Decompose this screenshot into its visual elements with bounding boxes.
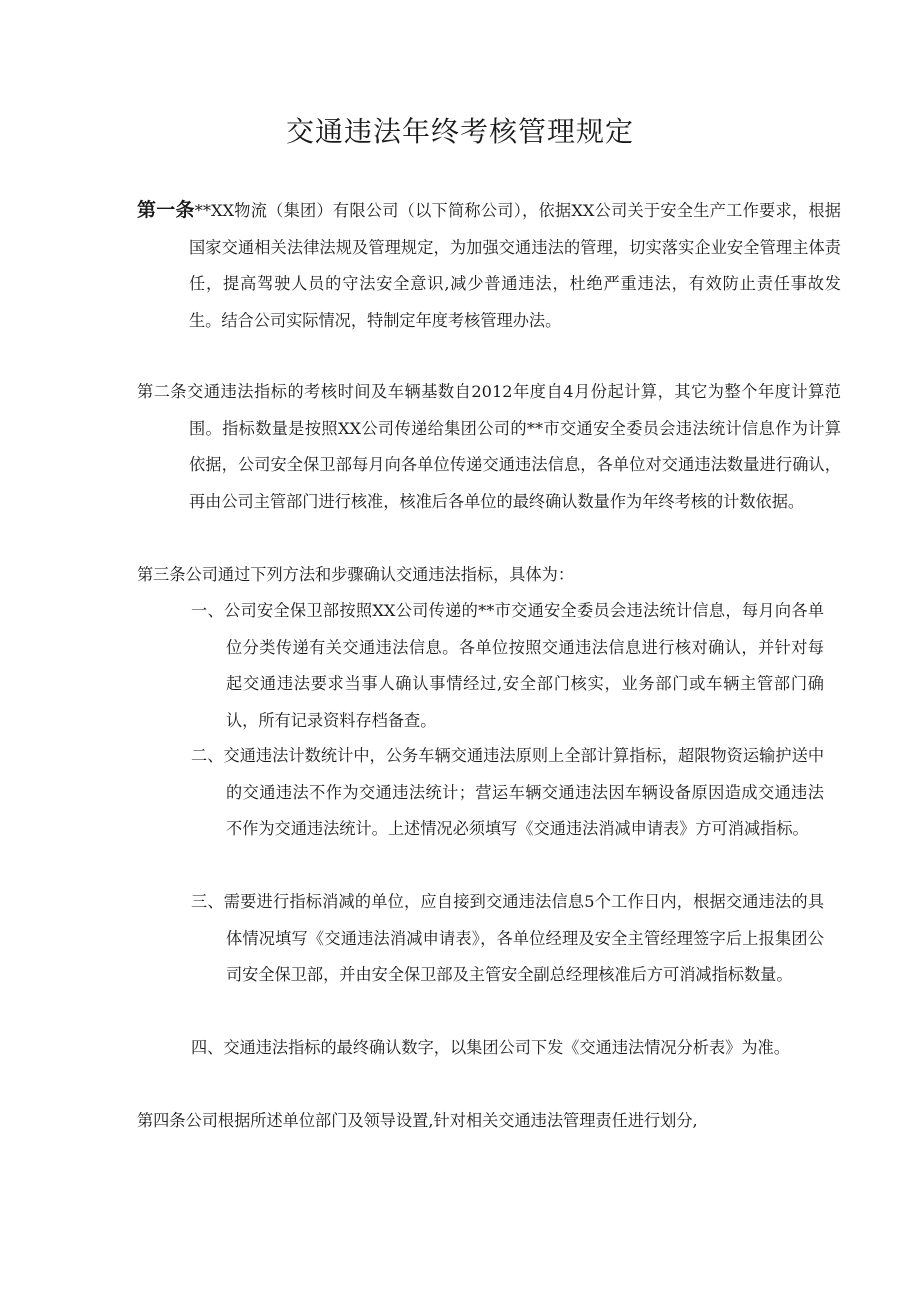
article-3-item-1 bbox=[191, 593, 824, 739]
article-4-text: 公司根据所述单位部门及领导设置,针对相关交通违法管理责任进行划分, bbox=[185, 1111, 698, 1130]
article-3 bbox=[137, 557, 841, 594]
article-4-lead: 第四条 bbox=[137, 1111, 186, 1130]
article-3-lead: 第三条 bbox=[137, 565, 186, 584]
article-3-item-3 bbox=[191, 884, 824, 994]
article-2-lead: 第二条 bbox=[137, 382, 188, 401]
item-4-marker: 四、 bbox=[191, 1038, 224, 1057]
item-1-text: 公司安全保卫部按照XX公司传递的**市交通安全委员会违法统计信息，每月向各单位分类传递有关交通违法信息。各单位按照交通违法信息进行核对确认，并针对每起交通违法要求当事人确认事情经过,安全部门核实，业务部门或车辆主管部门确认，所有记录资料存档备查。 bbox=[223, 601, 825, 730]
item-2-text: 交通违法计数统计中，公务车辆交通违法原则上全部计算指标，超限物资运输护送中的交通违法不作为交通违法统计；营运车辆交通违法因车辆设备原因造成交通违法不作为交通违法统计。上述情况必须填写《交通违法消减申请表》方可消减指标。 bbox=[223, 746, 825, 839]
item-1-marker: 一、 bbox=[191, 601, 224, 620]
article-3-item-2 bbox=[191, 738, 824, 848]
article-1 bbox=[137, 192, 841, 339]
article-2-text: 交通违法指标的考核时间及车辆基数自2012年度自4月份起计算，其它为整个年度计算范围。指标数量是按照XX公司传递给集团公司的**市交通安全委员会违法统计信息作为计算依据，公司安全保卫部每月向各单位传递交通违法信息，各单位对交通违法数量进行确认，再由公司主管部门进行核准，核准后各单位的最终确认数量作为年终考核的计数依据。 bbox=[187, 382, 841, 511]
article-1-text: **XX物流（集团）有限公司（以下简称公司），依据XX公司关于安全生产工作要求，根据国家交通相关法律法规及管理规定，为加强交通违法的管理，切实落实企业安全管理主体责任，提高驾驶人员的守法安全意识,减少普通违法，杜绝严重违法，有效防止责任事故发生。结合公司实际情况，特制定年度考核管理办法。 bbox=[189, 201, 841, 330]
item-3-text: 需要进行指标消减的单位，应自接到交通违法信息5个工作日内，根据交通违法的具体情况填写《交通违法消减申请表》，各单位经理及安全主管经理签字后上报集团公司安全保卫部，并由安全保卫部及主管安全副总经理核准后方可消减指标数量。 bbox=[223, 892, 825, 985]
item-3-marker: 三、 bbox=[191, 892, 224, 911]
article-2 bbox=[137, 374, 841, 520]
article-3-item-4 bbox=[191, 1030, 824, 1067]
item-2-marker: 二、 bbox=[191, 746, 224, 765]
document-title: 交通违法年终考核管理规定 bbox=[285, 115, 634, 148]
article-4 bbox=[137, 1103, 841, 1140]
article-1-lead: 第一条 bbox=[137, 199, 195, 221]
item-4-text: 交通违法指标的最终确认数字，以集团公司下发《交通违法情况分析表》为准。 bbox=[223, 1038, 790, 1057]
article-3-text: 公司通过下列方法和步骤确认交通违法指标，具体为： bbox=[185, 565, 575, 584]
